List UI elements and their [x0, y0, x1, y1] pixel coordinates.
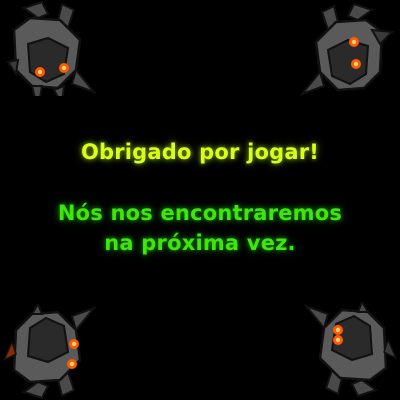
- robot-sentinel-icon: [298, 2, 394, 98]
- farewell-line-1: Nós nos encontraremos: [57, 201, 343, 225]
- robot-sentinel-icon: [2, 304, 98, 400]
- robot-sentinel-icon: [302, 302, 398, 398]
- farewell-message: [0, 198, 400, 258]
- farewell-line-2: na próxima vez.: [104, 231, 296, 255]
- thanks-text: Obrigado por jogar!: [80, 140, 320, 164]
- robot-sentinel-icon: [2, 0, 98, 96]
- thanks-message: [0, 138, 400, 166]
